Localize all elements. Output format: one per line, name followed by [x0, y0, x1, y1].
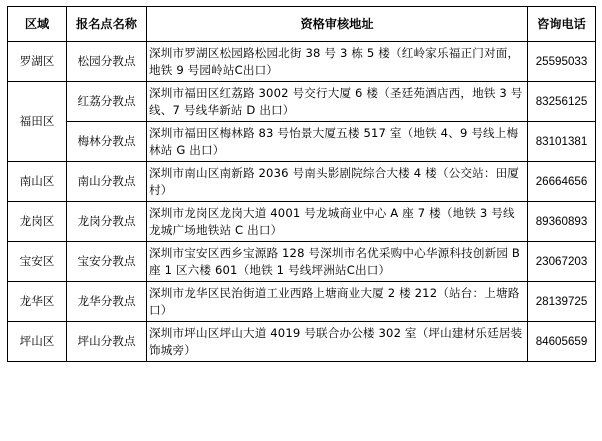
table-row	[8, 322, 596, 362]
table-row	[8, 242, 596, 282]
header-district: 区域	[8, 7, 67, 42]
phone-cell: 26664656	[528, 162, 596, 202]
phone-cell: 83256125	[528, 82, 596, 122]
table-row	[8, 42, 596, 82]
phone-cell: 84605659	[528, 322, 596, 362]
district-cell: 南山区	[8, 162, 67, 202]
header-row	[8, 7, 596, 42]
point-name-cell: 龙华分教点	[67, 282, 147, 322]
table-row	[8, 162, 596, 202]
header-phone: 咨询电话	[528, 7, 596, 42]
registration-sites-table	[7, 6, 596, 362]
address-cell: 深圳市宝安区西乡宝源路 128 号深圳市名优采购中心华源科技创新园 B 座 1 区六楼 601（地铁 1 号线坪洲站C出口）	[147, 242, 528, 282]
district-cell: 宝安区	[8, 242, 67, 282]
district-cell: 龙华区	[8, 282, 67, 322]
phone-cell: 25595033	[528, 42, 596, 82]
phone-cell: 28139725	[528, 282, 596, 322]
point-name-cell: 红荔分教点	[67, 82, 147, 122]
point-name-cell: 梅林分教点	[67, 122, 147, 162]
address-cell: 深圳市龙华区民治街道工业西路上塘商业大厦 2 楼 212（站台：上塘路口）	[147, 282, 528, 322]
district-cell: 坪山区	[8, 322, 67, 362]
table-row	[8, 122, 596, 162]
phone-cell: 89360893	[528, 202, 596, 242]
point-name-cell: 松园分教点	[67, 42, 147, 82]
district-cell: 龙岗区	[8, 202, 67, 242]
point-name-cell: 坪山分教点	[67, 322, 147, 362]
address-cell: 深圳市福田区红荔路 3002 号交行大厦 6 楼（圣廷苑酒店西，地铁 3 号线、7 号线华新站 D 出口）	[147, 82, 528, 122]
point-name-cell: 南山分教点	[67, 162, 147, 202]
address-cell: 深圳市罗湖区松园路松园北街 38 号 3 栋 5 楼（红岭家乐福正门对面，地铁 9 号园岭站C出口）	[147, 42, 528, 82]
phone-cell: 23067203	[528, 242, 596, 282]
address-cell: 深圳市南山区南新路 2036 号南头影剧院综合大楼 4 楼（公交站：田厦村）	[147, 162, 528, 202]
district-cell: 罗湖区	[8, 42, 67, 82]
table-row	[8, 282, 596, 322]
phone-cell: 83101381	[528, 122, 596, 162]
table-row	[8, 202, 596, 242]
point-name-cell: 龙岗分教点	[67, 202, 147, 242]
point-name-cell: 宝安分教点	[67, 242, 147, 282]
table-row	[8, 82, 596, 122]
address-cell: 深圳市坪山区坪山大道 4019 号联合办公楼 302 室（坪山建材乐廷居装饰城旁）	[147, 322, 528, 362]
header-point-name: 报名点名称	[67, 7, 147, 42]
address-cell: 深圳市龙岗区龙岗大道 4001 号龙城商业中心 A 座 7 楼（地铁 3 号线龙城广场地铁站 C 出口）	[147, 202, 528, 242]
header-address: 资格审核地址	[147, 7, 528, 42]
district-cell: 福田区	[8, 82, 67, 162]
address-cell: 深圳市福田区梅林路 83 号怡景大厦五楼 517 室（地铁 4、9 号线上梅林站 G 出口）	[147, 122, 528, 162]
